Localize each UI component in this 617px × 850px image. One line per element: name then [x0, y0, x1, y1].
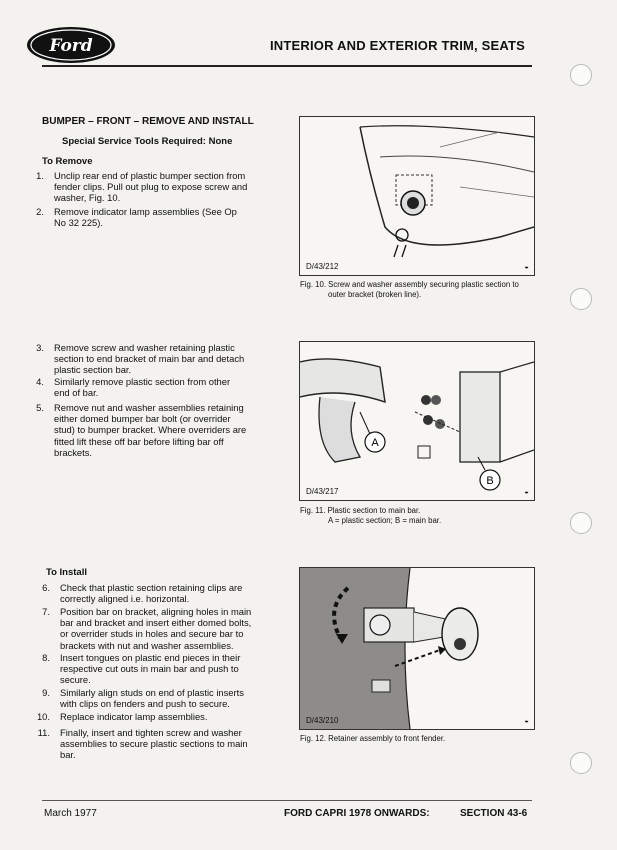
- step-number: 4.: [36, 376, 44, 387]
- caption-line: Fig. 10. Screw and washer assembly securing plastic section to: [300, 280, 519, 289]
- step-item: [32, 711, 288, 724]
- footer-section: SECTION 43-6: [460, 808, 528, 819]
- page-header-title: INTERIOR AND EXTERIOR TRIM, SEATS: [270, 38, 526, 53]
- step-text: brackets.: [54, 446, 93, 458]
- step-text: assemblies to secure plastic sections to main: [60, 738, 248, 750]
- step-text: plastic section bar.: [54, 364, 132, 376]
- step-text: Check that plastic section retaining clips are: [60, 582, 243, 593]
- step-item: [26, 170, 286, 204]
- step-text: brackets with nut and washer assemblies.: [60, 639, 234, 651]
- figure-label-b: B: [486, 475, 494, 487]
- footer-publication: FORD CAPRI 1978 ONWARDS:: [284, 808, 430, 819]
- corner-mark-icon: ◒: [524, 716, 529, 725]
- punch-hole: [570, 752, 592, 774]
- step-text: stud) to bumper bracket. Where overriders are: [54, 424, 247, 436]
- step-number: 1.: [36, 170, 44, 181]
- punch-hole: [570, 288, 592, 310]
- step-text: washer, Fig. 10.: [54, 192, 121, 204]
- step-text: Unclip rear end of plastic bumper section from: [54, 170, 246, 181]
- figure-reference: D/43/212: [306, 262, 339, 271]
- figure-10: [299, 116, 535, 276]
- step-text: Replace indicator lamp assemblies.: [60, 711, 208, 722]
- section-title: BUMPER – FRONT – REMOVE AND INSTALL: [42, 116, 254, 127]
- step-text: secure.: [60, 674, 91, 686]
- step-number: 10.: [36, 711, 50, 722]
- step-text: Remove nut and washer assemblies retaining: [54, 402, 244, 413]
- figure-10-caption: [300, 280, 540, 300]
- step-item: [26, 402, 286, 460]
- step-text: Remove screw and washer retaining plastic: [54, 342, 235, 353]
- step-text: Similarly align studs on end of plastic inserts: [60, 687, 244, 698]
- footer-date: March 1977: [44, 808, 97, 819]
- step-text: Similarly remove plastic section from other: [54, 376, 231, 387]
- corner-mark-icon: ◒: [524, 262, 529, 271]
- caption-line: Fig. 12. Retainer assembly to front fender.: [300, 734, 446, 743]
- step-item: [26, 376, 286, 400]
- step-number: 3.: [36, 342, 44, 353]
- step-text: Position bar on bracket, aligning holes in main: [60, 606, 252, 617]
- install-heading: To Install: [46, 567, 87, 578]
- step-text: Finally, insert and tighten screw and washer: [60, 727, 242, 738]
- step-number: 5.: [36, 402, 44, 413]
- step-item: [32, 606, 288, 652]
- step-number: 7.: [42, 606, 50, 617]
- header-rule: [42, 65, 532, 67]
- figure-11: [299, 341, 535, 501]
- step-text: correctly aligned i.e. horizontal.: [60, 593, 190, 605]
- step-text: bar.: [60, 749, 76, 761]
- step-text: respective cut outs in main bar and push to: [60, 663, 239, 675]
- step-text: Insert tongues on plastic end pieces in their: [60, 652, 241, 663]
- ford-logo: [26, 25, 116, 65]
- remove-heading: To Remove: [42, 156, 93, 167]
- step-item: [32, 582, 288, 606]
- figure-reference: D/43/217: [306, 487, 339, 496]
- figure-reference: D/43/210: [306, 716, 339, 725]
- figure-10-illustration: [300, 117, 534, 275]
- caption-line: A = plastic section; B = main bar.: [328, 516, 442, 525]
- step-text: section to end bracket of main bar and detach: [54, 353, 245, 365]
- ford-logo-text: Ford: [49, 36, 93, 56]
- footer-rule: [42, 800, 532, 801]
- step-text: with clips on fenders and push to secure.: [60, 698, 230, 710]
- figure-label-a: A: [371, 437, 379, 449]
- step-text: fender clips. Pull out plug to expose screw and: [54, 181, 248, 193]
- step-text: No 32 225).: [54, 217, 103, 229]
- figure-12: [299, 567, 535, 730]
- step-item: [32, 652, 288, 686]
- step-text: end of bar.: [54, 387, 99, 399]
- step-text: or overrider studs in holes and secure bar to: [60, 628, 244, 640]
- step-text: Remove indicator lamp assemblies (See Op: [54, 206, 237, 217]
- corner-mark-icon: ◒: [524, 487, 529, 496]
- special-tools-note: Special Service Tools Required: None: [62, 136, 233, 147]
- figure-12-illustration: [300, 568, 534, 729]
- punch-hole: [570, 512, 592, 534]
- figure-11-illustration: [300, 342, 534, 500]
- step-item: [32, 727, 288, 761]
- caption-line: Fig. 11. Plastic section to main bar.: [300, 506, 421, 515]
- figure-12-caption: [300, 734, 540, 744]
- caption-line: outer bracket (broken line).: [328, 290, 422, 299]
- step-number: 6.: [42, 582, 50, 593]
- step-item: [26, 206, 286, 230]
- step-item: [26, 342, 286, 376]
- step-number: 11.: [37, 727, 50, 738]
- step-number: 9.: [42, 687, 50, 698]
- step-text: bar and bracket and insert either domed bolts,: [60, 617, 252, 629]
- figure-11-caption: [300, 506, 540, 526]
- step-number: 2.: [36, 206, 44, 217]
- punch-hole: [570, 64, 592, 86]
- step-text: fitted lift these off bar before lifting bar off: [54, 435, 224, 447]
- step-number: 8.: [42, 652, 50, 663]
- step-item: [32, 687, 288, 711]
- step-text: either domed bumper bar bolt (or overrider: [54, 413, 231, 425]
